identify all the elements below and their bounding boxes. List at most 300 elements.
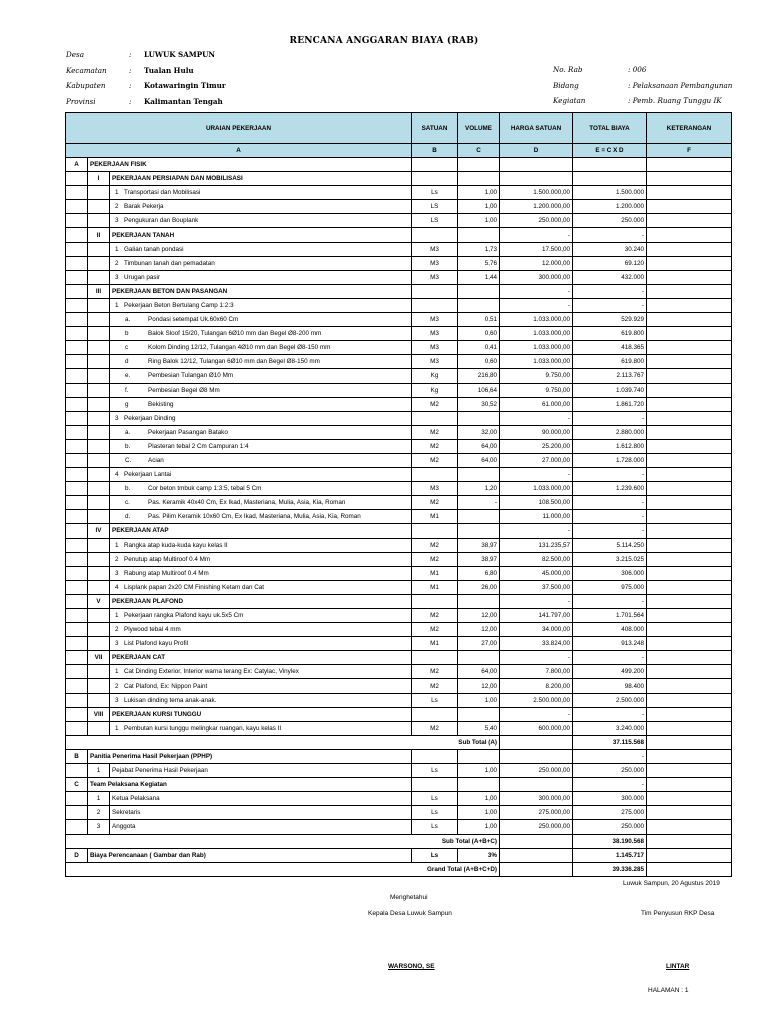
item-description (110, 552, 412, 566)
subtotal-value: 37.115.568 (573, 735, 647, 749)
meta-left-colon: : (129, 65, 132, 75)
item-text: Urugan pasir (124, 273, 161, 281)
keterangan-cell (647, 158, 732, 172)
table-row (66, 411, 732, 425)
item-description (110, 496, 412, 510)
item-text: Pekerjaan Beton Bertulang Camp 1:2:3 (124, 301, 234, 309)
item-text: Galian tanah pondasi (124, 245, 184, 253)
keterangan-cell (647, 552, 732, 566)
keterangan-cell (647, 200, 732, 214)
keterangan-cell (647, 538, 732, 552)
item-number: c. (125, 499, 130, 507)
keterangan-cell (647, 792, 732, 806)
satuan-cell (412, 284, 458, 298)
table-row (66, 820, 732, 834)
volume-cell: 1,00 (458, 806, 500, 820)
subsection-title: PEKERJAAN KURSI TUNGGU (110, 707, 412, 721)
blank-cell (66, 411, 88, 425)
keterangan-cell (647, 806, 732, 820)
volume-cell: - (458, 496, 500, 510)
total-cell: - (573, 524, 647, 538)
keterangan-cell (647, 341, 732, 355)
item-description (110, 482, 412, 496)
subtotal-harga (500, 735, 573, 749)
keterangan-cell (647, 764, 732, 778)
meta-left-block (66, 50, 366, 110)
volume-cell: 1,00 (458, 764, 500, 778)
harga-cell (500, 749, 573, 763)
total-cell: 619.800 (573, 355, 647, 369)
volume-cell: 5,40 (458, 721, 500, 735)
blank-cell (66, 284, 88, 298)
satuan-cell (412, 651, 458, 665)
blank-cell (66, 214, 88, 228)
keterangan-cell (647, 228, 732, 242)
table-row (66, 468, 732, 482)
blank-cell (66, 482, 88, 496)
subsection-title: Sekretaris (110, 806, 412, 820)
satuan-cell: Kg (412, 383, 458, 397)
keterangan-cell (647, 820, 732, 834)
blank-cell (66, 453, 88, 467)
keterangan-cell (647, 355, 732, 369)
blank-cell (88, 327, 110, 341)
item-description (110, 580, 412, 594)
satuan-cell: LS (412, 200, 458, 214)
header-satuan: SATUAN (412, 113, 458, 144)
item-text: Ring Balok 12/12, Tulangan 6Ø10 mm dan Begel Ø8-150 mm (148, 358, 320, 366)
harga-cell (500, 158, 573, 172)
satuan-cell: M2 (412, 721, 458, 735)
table-row (66, 327, 732, 341)
subtotal-value: 39.336.285 (573, 862, 647, 876)
total-cell: - (573, 510, 647, 524)
keterangan-cell (647, 327, 732, 341)
satuan-cell: M1 (412, 510, 458, 524)
table-header-row (66, 113, 732, 144)
keterangan-cell (647, 496, 732, 510)
harga-cell: - (500, 594, 573, 608)
item-description (110, 383, 412, 397)
blank-cell (88, 214, 110, 228)
satuan-cell: M3 (412, 256, 458, 270)
harga-cell: 300.000,00 (500, 792, 573, 806)
item-description (110, 538, 412, 552)
item-number: 1 (115, 189, 119, 197)
blank-cell (66, 764, 88, 778)
blank-cell (88, 186, 110, 200)
total-cell: 1.612.800 (573, 439, 647, 453)
harga-cell: - (500, 468, 573, 482)
table-row (66, 651, 732, 665)
item-description (110, 637, 412, 651)
table-row (66, 298, 732, 312)
blank-cell (66, 651, 88, 665)
satuan-cell: M2 (412, 453, 458, 467)
document-title: RENCANA ANGGARAN BIAYA (RAB) (289, 36, 479, 46)
item-number: C. (125, 457, 132, 465)
table-row (66, 186, 732, 200)
blank-cell (66, 594, 88, 608)
satuan-cell (412, 411, 458, 425)
section-letter: D (66, 848, 88, 862)
total-cell (573, 158, 647, 172)
blank-cell (88, 270, 110, 284)
satuan-cell: M2 (412, 623, 458, 637)
volume-cell: 64,00 (458, 665, 500, 679)
section-letter: B (66, 749, 88, 763)
volume-cell: 6,80 (458, 566, 500, 580)
volume-cell: 27,00 (458, 637, 500, 651)
table-row (66, 397, 732, 411)
item-number: 1 (115, 541, 119, 549)
keterangan-cell (647, 482, 732, 496)
subtotal-value: 38.190.568 (573, 834, 647, 848)
total-cell (573, 172, 647, 186)
subsection-numeral: 3 (88, 820, 110, 834)
meta-right-key: Bidang (553, 80, 579, 90)
blank-cell (88, 552, 110, 566)
blank-cell (66, 327, 88, 341)
keterangan-cell (647, 172, 732, 186)
volume-cell: 3% (458, 848, 500, 862)
table-row (66, 862, 732, 876)
blank-cell (88, 397, 110, 411)
subtotal-harga (500, 834, 573, 848)
item-number: 3 (115, 414, 119, 422)
keterangan-cell (647, 270, 732, 284)
satuan-cell: M2 (412, 397, 458, 411)
blank-cell (66, 510, 88, 524)
blank-cell (66, 580, 88, 594)
code-d: D (500, 144, 573, 158)
table-row (66, 496, 732, 510)
total-cell: 306.000 (573, 566, 647, 580)
harga-cell: 33.824,00 (500, 637, 573, 651)
table-row (66, 200, 732, 214)
total-cell: 1.861.720 (573, 397, 647, 411)
code-f: F (647, 144, 732, 158)
keterangan-cell (647, 524, 732, 538)
keterangan-cell (647, 848, 732, 862)
total-cell: 1.145.717 (573, 848, 647, 862)
harga-cell: 45.000,00 (500, 566, 573, 580)
subsection-numeral: 2 (88, 806, 110, 820)
table-row (66, 425, 732, 439)
item-text: Pekerjaan Dinding (124, 414, 176, 422)
volume-cell: 1,20 (458, 482, 500, 496)
section-title: Team Pelaksana Kegiatan (88, 778, 412, 792)
table-code-row (66, 144, 732, 158)
table-row (66, 453, 732, 467)
harga-cell: 1.033.000,00 (500, 341, 573, 355)
subsection-title: PEKERJAAN BETON DAN PASANGAN (110, 284, 412, 298)
keterangan-cell (647, 623, 732, 637)
blank-cell (88, 453, 110, 467)
blank-cell (66, 566, 88, 580)
keterangan-cell (647, 313, 732, 327)
item-text: Plywood tebal 4 mm (124, 626, 181, 634)
blank-cell (66, 341, 88, 355)
left-role: Kepala Desa Luwuk Sampun (368, 910, 452, 917)
table-row (66, 609, 732, 623)
item-description (110, 411, 412, 425)
volume-cell (458, 651, 500, 665)
total-cell: 1.500.000 (573, 186, 647, 200)
meta-right-key: Kegiatan (553, 96, 586, 105)
subsection-numeral: 1 (88, 792, 110, 806)
item-text: Pas. Keramik 40x40 Cm, Ex Ikad, Masteriana, Mulia, Asia, Kia, Roman (148, 499, 346, 507)
keterangan-cell (647, 749, 732, 763)
total-cell: - (573, 707, 647, 721)
volume-cell: 1,00 (458, 693, 500, 707)
item-description (110, 256, 412, 270)
right-role: Tim Penyusun RKP Desa (641, 910, 715, 917)
item-text: Bekisting (148, 400, 174, 408)
total-cell: 975.000 (573, 580, 647, 594)
table-row (66, 158, 732, 172)
table-row (66, 482, 732, 496)
blank-cell (66, 721, 88, 735)
volume-cell: 26,00 (458, 580, 500, 594)
item-description (110, 609, 412, 623)
volume-cell (458, 707, 500, 721)
harga-cell: 90.000,00 (500, 425, 573, 439)
keterangan-cell (647, 679, 732, 693)
keterangan-cell (647, 411, 732, 425)
total-cell: 2.880.000 (573, 425, 647, 439)
item-text: Barak Pekerja (124, 203, 164, 211)
volume-cell (458, 172, 500, 186)
volume-cell: 64,00 (458, 439, 500, 453)
volume-cell: 1,00 (458, 186, 500, 200)
volume-cell: 12,00 (458, 679, 500, 693)
total-cell: 529.929 (573, 313, 647, 327)
harga-cell: 61.000,00 (500, 397, 573, 411)
blank-cell (66, 707, 88, 721)
subsection-numeral: 1 (88, 764, 110, 778)
volume-cell: 0,51 (458, 313, 500, 327)
table-row (66, 538, 732, 552)
total-cell: 913.248 (573, 637, 647, 651)
meta-left-value: Kalimantan Tengah (144, 96, 223, 106)
harga-cell: 1.033.000,00 (500, 313, 573, 327)
volume-cell: 30,52 (458, 397, 500, 411)
satuan-cell: M3 (412, 270, 458, 284)
item-description (110, 397, 412, 411)
harga-cell: 27.000,00 (500, 453, 573, 467)
harga-cell: 9.750,00 (500, 369, 573, 383)
blank-cell (88, 580, 110, 594)
subsection-numeral: II (88, 228, 110, 242)
satuan-cell (412, 707, 458, 721)
keterangan-cell (647, 284, 732, 298)
volume-cell: 0,60 (458, 327, 500, 341)
harga-cell: 1.200.000,00 (500, 200, 573, 214)
volume-cell: 38,97 (458, 552, 500, 566)
volume-cell: 12,00 (458, 623, 500, 637)
item-number: 3 (115, 217, 119, 225)
meta-left-key: Provinsi (66, 96, 96, 106)
table-row (66, 834, 732, 848)
satuan-cell: M3 (412, 482, 458, 496)
item-description (110, 721, 412, 735)
keterangan-cell (647, 186, 732, 200)
satuan-cell: M3 (412, 355, 458, 369)
rab-table (65, 112, 732, 877)
blank-cell (66, 637, 88, 651)
meta-right-block (553, 65, 768, 110)
total-cell: 250.000 (573, 820, 647, 834)
left-signatory: WARSONO, SE (388, 963, 435, 970)
keterangan-cell (647, 862, 732, 876)
right-signatory: LINTAR (666, 963, 690, 970)
volume-cell (458, 298, 500, 312)
keterangan-cell (647, 214, 732, 228)
harga-cell: - (500, 524, 573, 538)
table-row (66, 792, 732, 806)
keterangan-cell (647, 425, 732, 439)
header-keterangan: KETERANGAN (647, 113, 732, 144)
blank-cell (66, 439, 88, 453)
blank-cell (88, 256, 110, 270)
table-row (66, 623, 732, 637)
satuan-cell (412, 524, 458, 538)
satuan-cell: Ls (412, 848, 458, 862)
total-cell: 432.000 (573, 270, 647, 284)
meta-left-colon: : (129, 96, 132, 106)
item-description (110, 679, 412, 693)
satuan-cell (412, 228, 458, 242)
blank-cell (66, 538, 88, 552)
subsection-title: PEKERJAAN CAT (110, 651, 412, 665)
item-text: Pekerjaan rangka Plafond kayu uk.5x5 Cm (124, 612, 244, 620)
satuan-cell: Ls (412, 186, 458, 200)
code-c: C (458, 144, 500, 158)
keterangan-cell (647, 439, 732, 453)
volume-cell: 1,00 (458, 820, 500, 834)
subsection-numeral: VII (88, 651, 110, 665)
header-uraian: URAIAN PEKERJAAN (66, 113, 412, 144)
volume-cell (458, 411, 500, 425)
harga-cell (500, 848, 573, 862)
item-description (110, 623, 412, 637)
item-text: Cor beton tmbuk camp 1:3:5, tebal 5 Cm (148, 485, 262, 493)
volume-cell: 106,64 (458, 383, 500, 397)
total-cell: 2.113.767 (573, 369, 647, 383)
table-row (66, 778, 732, 792)
subtotal-harga (500, 862, 573, 876)
total-cell: - (573, 778, 647, 792)
harga-cell: 12.000,00 (500, 256, 573, 270)
harga-cell: 1.033.000,00 (500, 355, 573, 369)
volume-cell: 38,97 (458, 538, 500, 552)
volume-cell: 1,00 (458, 214, 500, 228)
volume-cell (458, 594, 500, 608)
item-text: Acian (148, 457, 164, 465)
item-number: 1 (115, 668, 119, 676)
item-description (110, 200, 412, 214)
subsection-title: Pejabat Penerima Hasil Pekerjaan (110, 764, 412, 778)
satuan-cell (412, 298, 458, 312)
subsection-numeral: III (88, 284, 110, 298)
subsection-title: PEKERJAAN TANAH (110, 228, 412, 242)
blank-cell (66, 172, 88, 186)
table-row (66, 721, 732, 735)
total-cell: 69.120 (573, 256, 647, 270)
satuan-cell: M3 (412, 341, 458, 355)
blank-cell (66, 806, 88, 820)
table-row (66, 228, 732, 242)
satuan-cell (412, 468, 458, 482)
volume-cell: 1,00 (458, 792, 500, 806)
harga-cell: 1.033.000,00 (500, 327, 573, 341)
total-cell: - (573, 411, 647, 425)
section-title: Biaya Perencanaan ( Gambar dan Rab) (88, 848, 412, 862)
satuan-cell (412, 749, 458, 763)
item-description (110, 341, 412, 355)
table-row (66, 383, 732, 397)
blank-cell (88, 355, 110, 369)
satuan-cell: Ls (412, 693, 458, 707)
satuan-cell: Ls (412, 820, 458, 834)
total-cell: 275.000 (573, 806, 647, 820)
meta-left-colon: : (129, 81, 132, 90)
item-number: 2 (115, 626, 119, 634)
meta-right-value: : 006 (628, 65, 647, 74)
blank-cell (66, 355, 88, 369)
satuan-cell: M1 (412, 566, 458, 580)
harga-cell: - (500, 284, 573, 298)
table-row (66, 580, 732, 594)
total-cell: 250.000 (573, 214, 647, 228)
satuan-cell (412, 158, 458, 172)
satuan-cell: Ls (412, 806, 458, 820)
satuan-cell: M2 (412, 679, 458, 693)
blank-cell (66, 313, 88, 327)
satuan-cell: M1 (412, 637, 458, 651)
blank-cell (66, 270, 88, 284)
table-row (66, 172, 732, 186)
item-description (110, 665, 412, 679)
blank-cell (88, 721, 110, 735)
item-description (110, 186, 412, 200)
keterangan-cell (647, 594, 732, 608)
volume-cell: 0,41 (458, 341, 500, 355)
blank-cell (66, 609, 88, 623)
keterangan-cell (647, 693, 732, 707)
harga-cell: 34.000,00 (500, 623, 573, 637)
item-description (110, 693, 412, 707)
harga-cell: 1.033.000,00 (500, 482, 573, 496)
blank-cell (88, 425, 110, 439)
subsection-numeral: VIII (88, 707, 110, 721)
total-cell: 418.365 (573, 341, 647, 355)
header-harga: HARGA SATUAN (500, 113, 573, 144)
total-cell: 300.000 (573, 792, 647, 806)
blank-cell (88, 637, 110, 651)
item-number: 2 (115, 682, 119, 690)
table-row (66, 510, 732, 524)
item-number: 4 (115, 471, 119, 479)
item-number: d. (125, 513, 131, 521)
harga-cell: 7.800,00 (500, 665, 573, 679)
table-row (66, 270, 732, 284)
total-cell: - (573, 284, 647, 298)
harga-cell: 250.000,00 (500, 820, 573, 834)
blank-cell (66, 623, 88, 637)
item-text: Rabung atap Multiroof 0.4 Mm (124, 569, 209, 577)
